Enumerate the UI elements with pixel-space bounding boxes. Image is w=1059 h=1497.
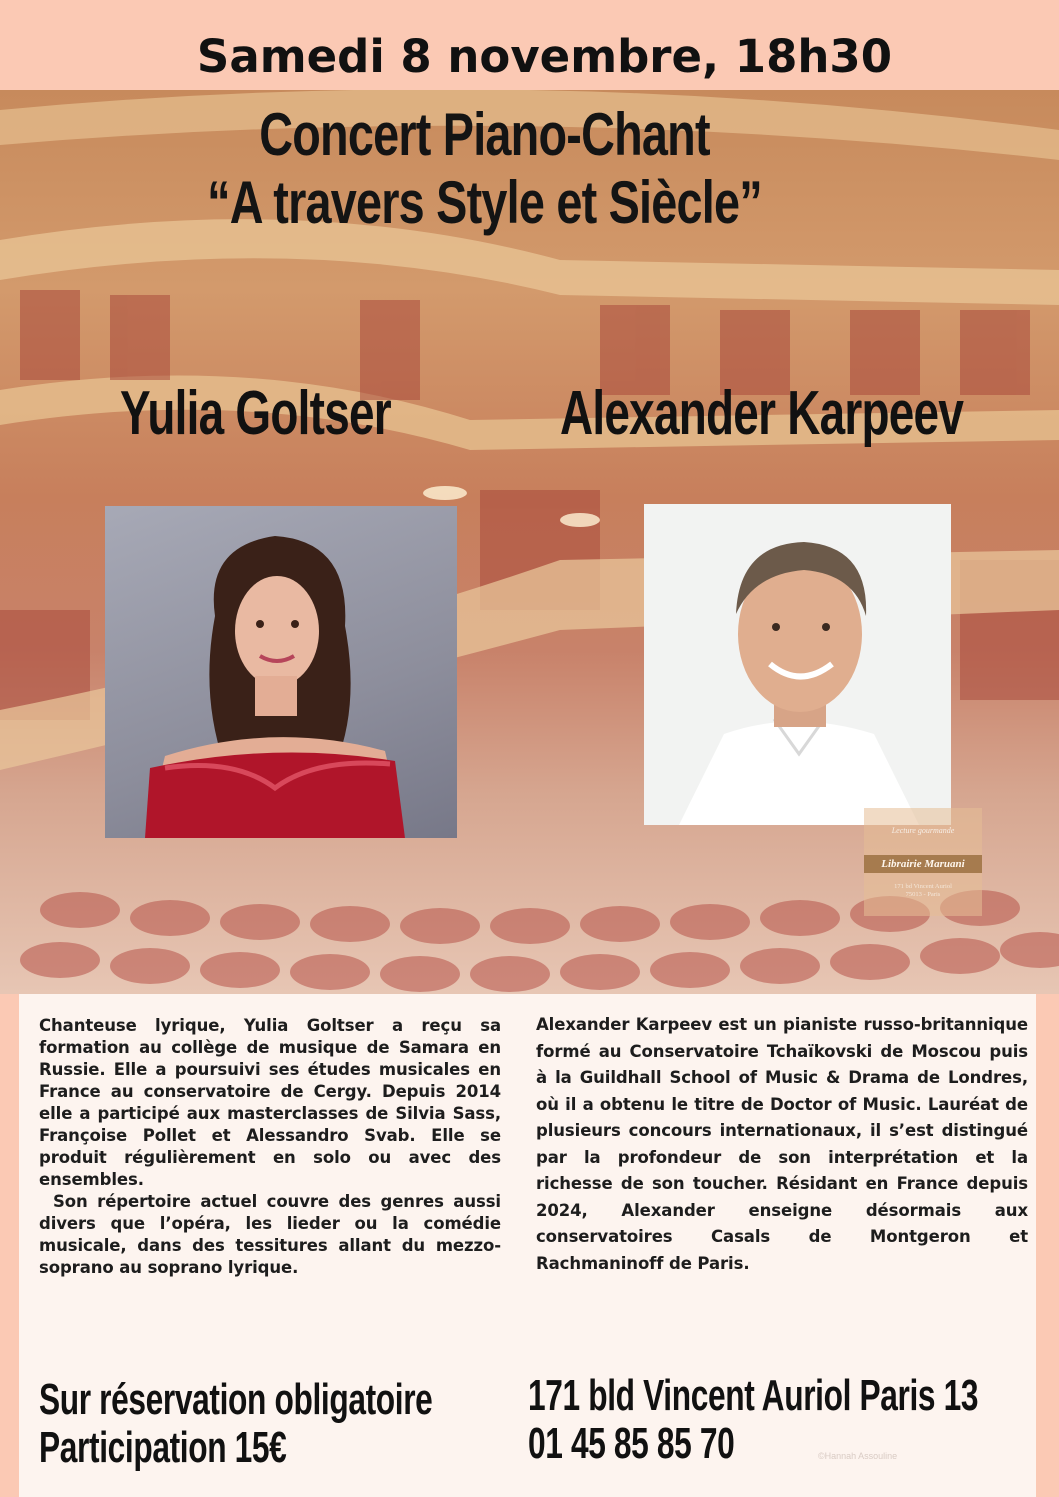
photo-credit: ©Hannah Assouline bbox=[818, 1451, 898, 1461]
stamp-shop-name: Librairie Maruani bbox=[864, 855, 982, 873]
performer-name-goltser: Yulia Goltser bbox=[120, 379, 391, 448]
stamp-address-line1: 171 bd Vincent Auriol bbox=[894, 883, 952, 890]
event-date: Samedi 8 novembre, 18h30 bbox=[196, 30, 893, 83]
performer-name-karpeev: Alexander Karpeev bbox=[560, 379, 964, 448]
portrait-karpeev bbox=[644, 504, 951, 825]
bio-goltser-paragraph-2: Son répertoire actuel couvre des genres aussi divers que l’opéra, les lieder ou la comédie musicale, dans des tessitures allant du mezzo-soprano au soprano lyrique. bbox=[39, 1192, 501, 1277]
portrait-goltser bbox=[105, 506, 457, 838]
bio-karpeev: Alexander Karpeev est un pianiste russo-britannique formé au Conservatoire Tchaïkovski de Moscou puis à la Guildhall School of Music & Drama de Londres, où il a obtenu le titre de Doctor of Music. Lauréat de plusieurs concours internationaux, il s’est distingué par la profondeur de son interprétation et la richesse de son toucher. Résidant en France depuis 2024, Alexander enseigne désormais aux conservatoires Casals de Montgeron et Rachmaninoff de Paris. bbox=[536, 1015, 1028, 1273]
venue-address: 171 bld Vincent Auriol Paris 13 bbox=[528, 1371, 979, 1420]
concert-title: Concert Piano-Chant bbox=[259, 101, 710, 168]
phone-number: 01 45 85 85 70 bbox=[528, 1419, 735, 1468]
bookshop-stamp-logo bbox=[864, 808, 982, 916]
contact-info bbox=[528, 1372, 978, 1468]
bio-goltser bbox=[39, 1015, 501, 1279]
bio-goltser-paragraph-1: Chanteuse lyrique, Yulia Goltser a reçu sa formation au collège de musique de Samara en Russie. Elle a poursuivi ses études musicales en France au conservatoire de Cergy. Depuis 2014 elle a participé aux masterclasses de Silvia Sass, Françoise Pollet et Alessandro Svab. Elle se produit régulièrement en solo ou avec des ensembles. bbox=[39, 1016, 501, 1189]
concert-subtitle: “A travers Style et Siècle” bbox=[207, 169, 762, 236]
stamp-tagline: Lecture gourmande bbox=[891, 826, 955, 835]
reservation-text: Sur réservation obligatoire bbox=[39, 1375, 433, 1424]
stamp-address-line2: 75013 - Paris bbox=[905, 891, 941, 898]
price-text: Participation 15€ bbox=[39, 1423, 287, 1472]
reservation-info bbox=[39, 1376, 432, 1472]
stamp-address bbox=[864, 883, 982, 899]
